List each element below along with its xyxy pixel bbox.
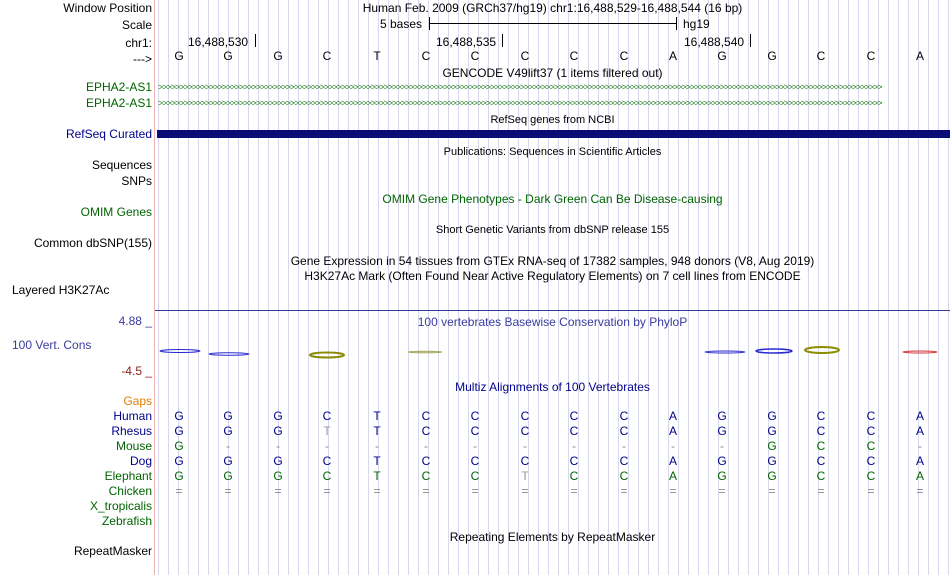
alignment-base: C bbox=[816, 409, 826, 423]
reference-base: C bbox=[322, 49, 332, 63]
alignment-base: C bbox=[569, 424, 579, 438]
strand-arrows: >>>>>>>>>>>>>>>>>>>>>>>>>>>>>>>>>>>>>>>>>>>>>>>>>>>>>>>>>>>>>>>>>>>>>>>>>>>>>>>>>>>>>>>>>>>>>>>>>>>>>>>>>>>>>>>>>>>>>>>>>>>>>>>>>>>>>>>>>>>>>>>>>>>>>>>>>>>>>>>>>>>>>>>>>> bbox=[158, 83, 882, 92]
species-label-x_tropicalis[interactable]: X_tropicalis bbox=[89, 499, 152, 513]
track-label-column bbox=[0, 0, 154, 575]
alignment-base: G bbox=[223, 409, 233, 423]
label-common-dbsnp[interactable]: Common dbSNP(155) bbox=[33, 236, 152, 250]
alignment-base: A bbox=[915, 454, 924, 468]
alignment-base: = bbox=[175, 484, 183, 498]
label-gaps: Gaps bbox=[123, 394, 152, 408]
reference-base: C bbox=[470, 49, 480, 63]
axis-max-label: 4.88 _ bbox=[118, 314, 152, 328]
scale-bar bbox=[429, 23, 677, 24]
alignment-base: C bbox=[470, 424, 480, 438]
alignment-base: = bbox=[669, 484, 677, 498]
label-window-position: Window Position bbox=[63, 1, 152, 15]
reference-base: G bbox=[223, 49, 233, 63]
species-label-human[interactable]: Human bbox=[113, 409, 152, 423]
alignment-base: A bbox=[668, 424, 677, 438]
alignment-base: - bbox=[424, 439, 428, 453]
alignment-base: G bbox=[174, 409, 184, 423]
alignment-base: = bbox=[916, 484, 924, 498]
alignment-base: C bbox=[569, 469, 579, 483]
alignment-base: G bbox=[767, 424, 777, 438]
ruler-tick-label: 16,488,535 bbox=[436, 35, 497, 49]
alignment-base: G bbox=[717, 469, 727, 483]
species-label-dog[interactable]: Dog bbox=[129, 454, 152, 468]
alignment-base: A bbox=[668, 469, 677, 483]
alignment-base: C bbox=[520, 454, 530, 468]
phylop-glyph bbox=[903, 351, 937, 353]
alignment-base: = bbox=[570, 484, 578, 498]
alignment-base: C bbox=[520, 409, 530, 423]
alignment-base: C bbox=[569, 409, 579, 423]
reference-base: C bbox=[866, 49, 876, 63]
alignment-base: G bbox=[223, 454, 233, 468]
publications-track-title: Publications: Sequences in Scientific Articles bbox=[443, 146, 662, 158]
species-label-zebrafish[interactable]: Zebrafish bbox=[101, 514, 152, 528]
ruler-tick-label: 16,488,540 bbox=[684, 35, 745, 49]
alignment-base: C bbox=[619, 424, 629, 438]
phylop-glyph bbox=[209, 353, 249, 356]
alignment-base: C bbox=[470, 409, 480, 423]
label-omim-genes[interactable]: OMIM Genes bbox=[80, 205, 152, 219]
label-scale: Scale bbox=[121, 18, 152, 32]
alignment-base: = bbox=[471, 484, 479, 498]
alignment-base: G bbox=[174, 469, 184, 483]
alignment-base: - bbox=[523, 439, 527, 453]
phylop-track-title: 100 vertebrates Basewise Conservation by PhyloP bbox=[417, 315, 688, 329]
species-label-elephant[interactable]: Elephant bbox=[104, 469, 152, 483]
h3k27ac-track-title: H3K27Ac Mark (Often Found Near Active Regulatory Elements) on 7 cell lines from ENCODE bbox=[304, 269, 801, 283]
alignment-base: C bbox=[322, 409, 332, 423]
gtex-track-title: Gene Expression in 54 tissues from GTEx RNA-seq of 17382 samples, 948 donors (V8, Aug 2019) bbox=[290, 254, 815, 268]
alignment-base: G bbox=[174, 439, 184, 453]
epha2-as1-gene-1[interactable] bbox=[158, 83, 948, 92]
alignment-base: = bbox=[867, 484, 875, 498]
assembly-text: hg19 bbox=[683, 17, 710, 31]
alignment-base: G bbox=[273, 454, 283, 468]
alignment-base: T bbox=[373, 454, 381, 468]
alignment-base: C bbox=[619, 454, 629, 468]
alignment-base: - bbox=[572, 439, 576, 453]
alignment-base: = bbox=[422, 484, 430, 498]
alignment-base: - bbox=[375, 439, 379, 453]
gencode-track-title: GENCODE V49lift37 (1 items filtered out) bbox=[442, 66, 663, 80]
phylop-glyph bbox=[408, 351, 442, 353]
species-label-mouse[interactable]: Mouse bbox=[115, 439, 152, 453]
reference-base: A bbox=[668, 49, 677, 63]
alignment-base: G bbox=[717, 409, 727, 423]
strand-arrows: >>>>>>>>>>>>>>>>>>>>>>>>>>>>>>>>>>>>>>>>>>>>>>>>>>>>>>>>>>>>>>>>>>>>>>>>>>>>>>>>>>>>>>>>>>>>>>>>>>>>>>>>>>>>>>>>>>>>>>>>>>>>>>>>>>>>>>>>>>>>>>>>>>>>>>>>>>>>>>>>>>>>>>>>>> bbox=[158, 99, 882, 108]
ruler-tick-label: 16,488,530 bbox=[188, 35, 249, 49]
alignment-base: G bbox=[273, 469, 283, 483]
reference-base: A bbox=[915, 49, 924, 63]
alignment-base: - bbox=[622, 439, 626, 453]
alignment-base: C bbox=[520, 424, 530, 438]
repeatmasker-track-title: Repeating Elements by RepeatMasker bbox=[449, 530, 656, 544]
multiz-track-title: Multiz Alignments of 100 Vertebrates bbox=[455, 380, 650, 394]
reference-base: T bbox=[373, 49, 381, 63]
alignment-base: - bbox=[325, 439, 329, 453]
alignment-base: C bbox=[421, 409, 431, 423]
alignment-base: C bbox=[816, 469, 826, 483]
alignment-base: G bbox=[273, 409, 283, 423]
alignment-base: T bbox=[521, 469, 529, 483]
label-sequences[interactable]: Sequences bbox=[91, 158, 152, 172]
alignment-base: = bbox=[620, 484, 628, 498]
alignment-base: G bbox=[174, 454, 184, 468]
alignment-base: = bbox=[323, 484, 331, 498]
phylop-glyph bbox=[310, 353, 344, 358]
label-epha2-as1-1[interactable]: EPHA2-AS1 bbox=[85, 80, 152, 94]
alignment-base: C bbox=[866, 454, 876, 468]
alignment-base: A bbox=[915, 424, 924, 438]
alignment-base: C bbox=[866, 409, 876, 423]
label-epha2-as1-2[interactable]: EPHA2-AS1 bbox=[85, 96, 152, 110]
refseq-track-title: RefSeq genes from NCBI bbox=[490, 114, 615, 126]
scale-bar-right bbox=[676, 17, 677, 30]
alignment-base: G bbox=[767, 439, 777, 453]
alignment-base: C bbox=[322, 469, 332, 483]
alignment-base: = bbox=[373, 484, 381, 498]
alignment-base: C bbox=[816, 424, 826, 438]
alignment-base: C bbox=[569, 454, 579, 468]
alignment-base: G bbox=[273, 424, 283, 438]
label-chromosome: chr1: bbox=[125, 36, 152, 50]
alignment-base: - bbox=[276, 439, 280, 453]
alignment-base: = bbox=[521, 484, 529, 498]
reference-base: G bbox=[767, 49, 777, 63]
alignment-base: = bbox=[817, 484, 825, 498]
alignment-base: - bbox=[671, 439, 675, 453]
alignment-base: A bbox=[915, 469, 924, 483]
phylop-glyph bbox=[705, 351, 745, 353]
alignment-base: G bbox=[767, 469, 777, 483]
phylop-glyph-area bbox=[155, 340, 950, 365]
alignment-base: A bbox=[668, 454, 677, 468]
reference-base: G bbox=[174, 49, 184, 63]
alignment-base: C bbox=[619, 469, 629, 483]
alignment-base: A bbox=[915, 409, 924, 423]
alignment-base: - bbox=[720, 439, 724, 453]
reference-base: C bbox=[520, 49, 530, 63]
label-repeatmasker[interactable]: RepeatMasker bbox=[73, 544, 152, 558]
alignment-base: C bbox=[421, 469, 431, 483]
omim-track-title: OMIM Gene Phenotypes - Dark Green Can Be Disease-causing bbox=[382, 192, 723, 206]
alignment-base: C bbox=[421, 424, 431, 438]
reference-base: C bbox=[619, 49, 629, 63]
phylop-glyph bbox=[805, 347, 839, 353]
phylop-glyph bbox=[160, 350, 200, 353]
alignment-base: G bbox=[174, 424, 184, 438]
label-100-vert-cons[interactable]: 100 Vert. Cons bbox=[12, 338, 92, 352]
refseq-gene-bar[interactable] bbox=[157, 130, 950, 138]
alignment-base: T bbox=[373, 424, 381, 438]
alignment-base: T bbox=[373, 409, 381, 423]
label-refseq-curated[interactable]: RefSeq Curated bbox=[65, 127, 152, 141]
phylop-top-line bbox=[155, 310, 950, 311]
alignment-base: C bbox=[816, 439, 826, 453]
alignment-base: = bbox=[718, 484, 726, 498]
species-label-chicken[interactable]: Chicken bbox=[108, 484, 152, 498]
alignment-base: - bbox=[918, 439, 922, 453]
reference-base: C bbox=[816, 49, 826, 63]
track-area[interactable] bbox=[155, 0, 950, 575]
grid-line bbox=[948, 0, 949, 575]
alignment-base: G bbox=[223, 469, 233, 483]
alignment-base: G bbox=[717, 424, 727, 438]
alignment-base: = bbox=[274, 484, 282, 498]
axis-min-label: -4.5 _ bbox=[121, 364, 152, 378]
ruler-tick bbox=[750, 34, 751, 47]
alignment-base: C bbox=[866, 469, 876, 483]
alignment-base: G bbox=[223, 424, 233, 438]
reference-base: G bbox=[273, 49, 283, 63]
alignment-base: G bbox=[767, 454, 777, 468]
dbsnp-track-title: Short Genetic Variants from dbSNP release 155 bbox=[435, 224, 670, 236]
alignment-base: T bbox=[373, 469, 381, 483]
species-label-rhesus[interactable]: Rhesus bbox=[111, 424, 152, 438]
alignment-base: C bbox=[470, 454, 480, 468]
label-strand: ---> bbox=[133, 52, 152, 66]
scale-text: 5 bases bbox=[380, 17, 423, 31]
epha2-as1-gene-2[interactable] bbox=[158, 99, 948, 108]
alignment-base: C bbox=[619, 409, 629, 423]
label-layered-h3k27ac[interactable]: Layered H3K27Ac bbox=[12, 283, 110, 297]
ruler-tick bbox=[255, 34, 256, 47]
alignment-base: C bbox=[866, 424, 876, 438]
alignment-base: C bbox=[816, 454, 826, 468]
alignment-base: = bbox=[224, 484, 232, 498]
alignment-base: A bbox=[668, 409, 677, 423]
alignment-base: - bbox=[473, 439, 477, 453]
label-snps[interactable]: SNPs bbox=[121, 174, 152, 188]
alignment-base: C bbox=[866, 439, 876, 453]
alignment-base: G bbox=[767, 409, 777, 423]
alignment-base: = bbox=[768, 484, 776, 498]
alignment-base: - bbox=[226, 439, 230, 453]
window-position-text: Human Feb. 2009 (GRCh37/hg19) chr1:16,488,529-16,488,544 (16 bp) bbox=[362, 1, 743, 15]
reference-base: C bbox=[569, 49, 579, 63]
reference-base: C bbox=[421, 49, 431, 63]
alignment-base: C bbox=[421, 454, 431, 468]
alignment-base: T bbox=[323, 424, 331, 438]
alignment-base: G bbox=[717, 454, 727, 468]
reference-base: G bbox=[717, 49, 727, 63]
ruler-tick bbox=[502, 34, 503, 47]
alignment-base: C bbox=[322, 454, 332, 468]
phylop-glyph bbox=[756, 349, 792, 353]
alignment-base: C bbox=[470, 469, 480, 483]
